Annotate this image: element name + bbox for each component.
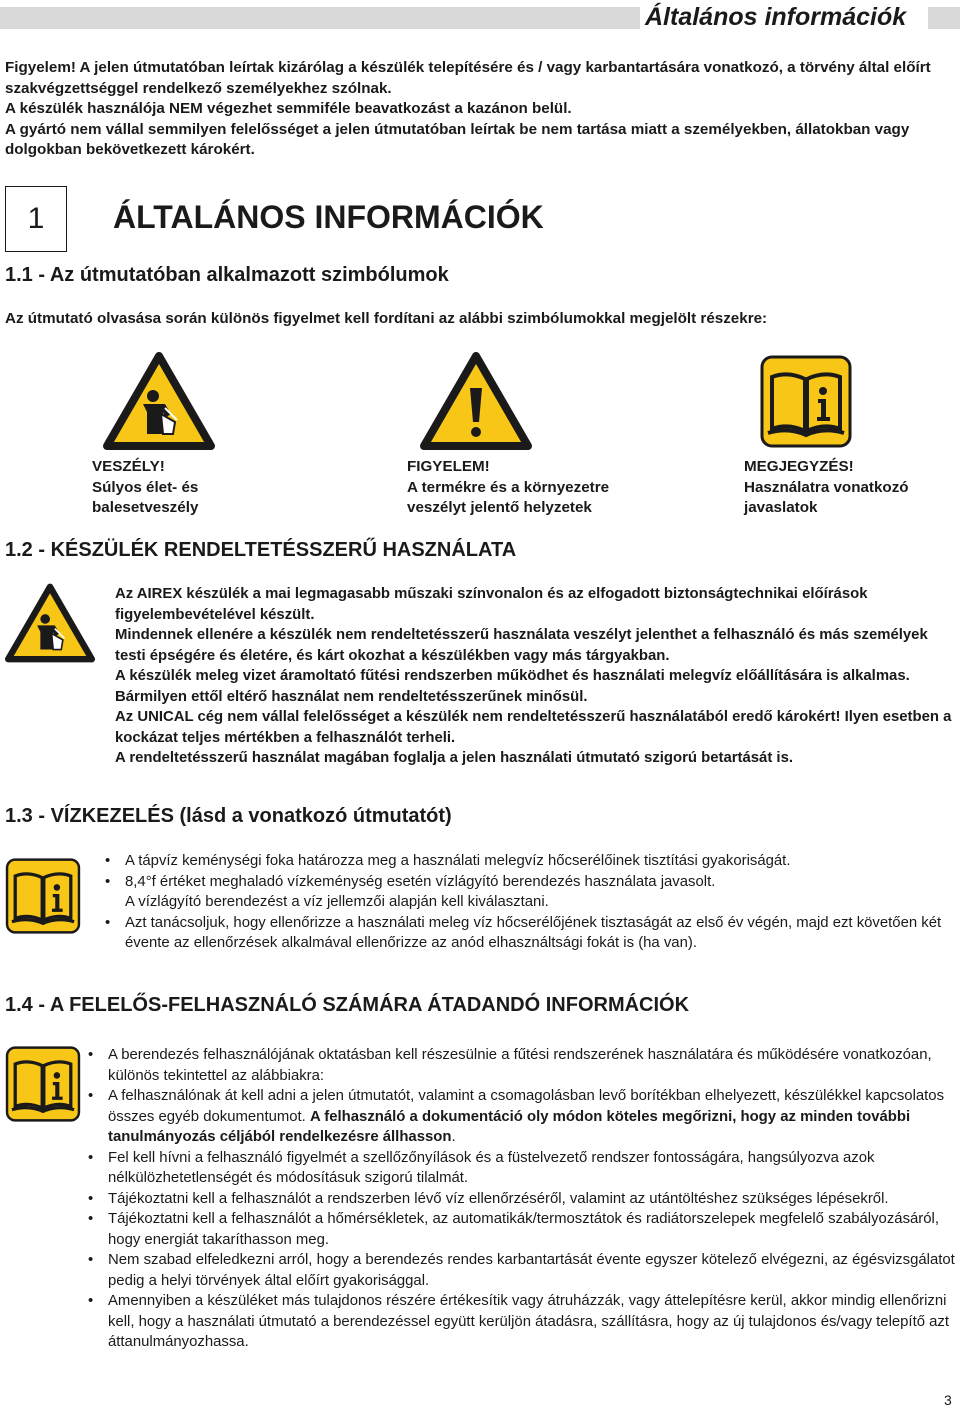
symbol-warning-line-1: A termékre és a környezetre [407, 478, 610, 496]
section-1-3-heading: 1.3 - VÍZKEZELÉS (lásd a vonatkozó útmutatót) [5, 805, 452, 827]
page-header-title: Általános információk [645, 3, 907, 31]
section-1-1-intro: Az útmutató olvasása során különös figyelmet kell fordítani az alábbi szimbólumokkal megjelölt részekre: [5, 310, 768, 327]
symbol-note-line-1: Használatra vonatkozó [744, 478, 909, 496]
list-item-bold-text: A felhasználó a dokumentáció oly módon köteles megőrizni, hogy az minden további tanulmányozás céljából rendelkezésre állhasson [108, 1108, 911, 1145]
list-item-text-end: . [451, 1129, 456, 1145]
info-book-icon [5, 1046, 81, 1122]
list-item [88, 1045, 955, 1086]
section-1-2-p1: Az AIREX készülék a mai legmagasabb műszaki színvonalon és az elfogadott biztonságtechnikai előírások figyelembevételével készült. [115, 586, 868, 623]
chapter-title: ÁLTALÁNOS INFORMÁCIÓK [113, 199, 544, 235]
warning-line-2: A készülék használója NEM végezhet semmiféle beavatkozást a kazánon belül. [5, 100, 572, 117]
list-item [88, 1291, 955, 1353]
list-item-text: 8,4°f értéket meghaladó vízkeménység esetén vízlágyító berendezés használata javasolt. [125, 873, 716, 890]
list-item [88, 1086, 955, 1148]
warning-line-3: A gyártó nem vállal semmilyen felelősséget a jelen útmutatóban leírtak be nem tartása miatt a személyekben, állatokban vagy dolgokban bekövetkezett károkért. [5, 120, 910, 158]
list-item-text: Fel kell hívni a felhasználó figyelmét a szellőzőnyílások és a füstelvezető rendszer fontosságára, hangsúlyozva azok nélkülözhetetlenségét és módosításuk szigorú tilalmát. [108, 1149, 875, 1186]
symbol-warning-title: FIGYELEM! [407, 458, 490, 475]
list-item-text: A felhasználónak át kell adni a jelen útmutatót, valamint a csomagolásban levő borítékban elhelyezett, készülékkel kapcsolatos összes egyéb dokumentumot. [108, 1088, 945, 1125]
section-1-2-p5: A rendeltetésszerű használat magában foglalja a jelen használati útmutató szigorú betartását is. [115, 750, 793, 766]
section-1-2-p3: A készülék meleg vizet áramoltató fűtési rendszerben működhet és használati melegvíz előállítására is alkalmas. Bármilyen ettől eltérő használat nem rendeltetésszerűnek minősül. [115, 668, 910, 705]
section-1-3-list [105, 851, 955, 954]
section-1-1-heading: 1.1 - Az útmutatóban alkalmazott szimbólumok [5, 264, 449, 286]
list-item [88, 1209, 955, 1250]
list-item [88, 1250, 955, 1291]
list-item-text: Amennyiben a készüléket más tulajdonos részére értékesítik vagy átruházzák, vagy áttelepítésre kerül, akkor mindig ellenőrizni kell, hogy a használati útmutató a berendezéssel együtt kerüljön átadásra, szállításra, hogy az új tulajdonos és/vagy telepítő azt áttanulmányozhassa. [108, 1293, 949, 1350]
info-book-icon [760, 355, 852, 448]
chapter-number: 1 [27, 202, 45, 235]
list-item-text: A tápvíz keménységi foka határozza meg a használati melegvíz hőcserélőinek tisztítási gyakoriságát. [125, 853, 791, 869]
danger-injury-icon [5, 583, 95, 663]
header-bar-left [0, 7, 640, 29]
section-1-2-body [115, 584, 955, 769]
chapter-number-box [5, 186, 67, 252]
section-1-4-heading: 1.4 - A FELELŐS-FELHASZNÁLÓ SZÁMÁRA ÁTADANDÓ INFORMÁCIÓK [5, 994, 690, 1016]
list-item [105, 913, 955, 954]
list-item-text: A vízlágyító berendezést a víz jellemzői alapján kell kiválasztani. [125, 894, 549, 910]
list-item-text: Azt tanácsoljuk, hogy ellenőrizze a használati meleg víz hőcserélőjének tisztaságát az első év végén, majd ezt követően két évente az ellenőrzések alkalmával ellenőrizze az anód elhasználtsági fokát is (ha van). [125, 914, 942, 951]
list-item-text: Tájékoztatni kell a felhasználót a hőmérsékletek, az automatikák/termosztátok és radiátorszelepek megfelelő szabályozásáról, hogy energiát takaríthasson meg. [108, 1211, 939, 1248]
section-1-2-heading: 1.2 - KÉSZÜLÉK RENDELTETÉSSZERŰ HASZNÁLATA [5, 539, 517, 561]
symbol-warning-line-2: veszélyt jelentő helyzetek [407, 499, 592, 516]
section-1-4-list [88, 1045, 955, 1353]
info-book-icon [5, 858, 81, 934]
symbol-danger-label [92, 457, 198, 519]
list-item-text: Nem szabad elfeledkezni arról, hogy a berendezés rendes karbantartását évente egyszer kötelező elvégezni, az égésvizsgálatot pedig a helyi törvények által előírt gyakorisággal. [108, 1252, 955, 1289]
list-item-text: Tájékoztatni kell a felhasználót a rendszerben lévő víz ellenőrzéséről, valamint az utántöltéshez szükséges lépésekről. [108, 1190, 889, 1207]
list-item [105, 851, 955, 872]
warning-notice [5, 58, 955, 161]
header-bar-right [928, 7, 960, 29]
symbol-note-title: MEGJEGYZÉS! [744, 458, 854, 475]
list-item [88, 1189, 955, 1210]
danger-injury-icon [103, 352, 215, 450]
list-item-text: A berendezés felhasználójának oktatásban kell részesülnie a fűtési rendszerének használatára és működésére vonatkozóan, különös tekintettel az alábbiakra: [108, 1047, 932, 1084]
warning-exclamation-icon [420, 352, 532, 450]
list-item [88, 1148, 955, 1189]
symbol-warning-label [407, 457, 609, 519]
warning-line-1: Figyelem! A jelen útmutatóban leírtak kizárólag a készülék telepítésére és / vagy karbantartására vonatkozó, a törvény által előírt szakvégzettséggel rendelkező személyekhez szólnak. [5, 59, 931, 97]
symbol-danger-line-2: balesetveszély [92, 499, 199, 516]
symbol-note-label [744, 457, 909, 519]
list-item [105, 872, 955, 913]
page-number: 3 [944, 1392, 952, 1408]
section-1-2-p4: Az UNICAL cég nem vállal felelősséget a készülék nem rendeltetésszerű használatából eredő károkért! Ilyen esetben a kockázat teljes mértékben a felhasználót terheli. [115, 709, 952, 746]
symbol-danger-title: VESZÉLY! [92, 458, 165, 475]
symbol-note-line-2: javaslatok [744, 499, 818, 516]
symbol-danger-line-1: Súlyos élet- és [92, 478, 199, 496]
section-1-2-p2: Mindennek ellenére a készülék nem rendeltetésszerű használata veszélyt jelenthet a felhasználó és más személyek testi épségére és életére, és kárt okozhat a készülékben vagy más tárgyakban. [115, 627, 928, 664]
